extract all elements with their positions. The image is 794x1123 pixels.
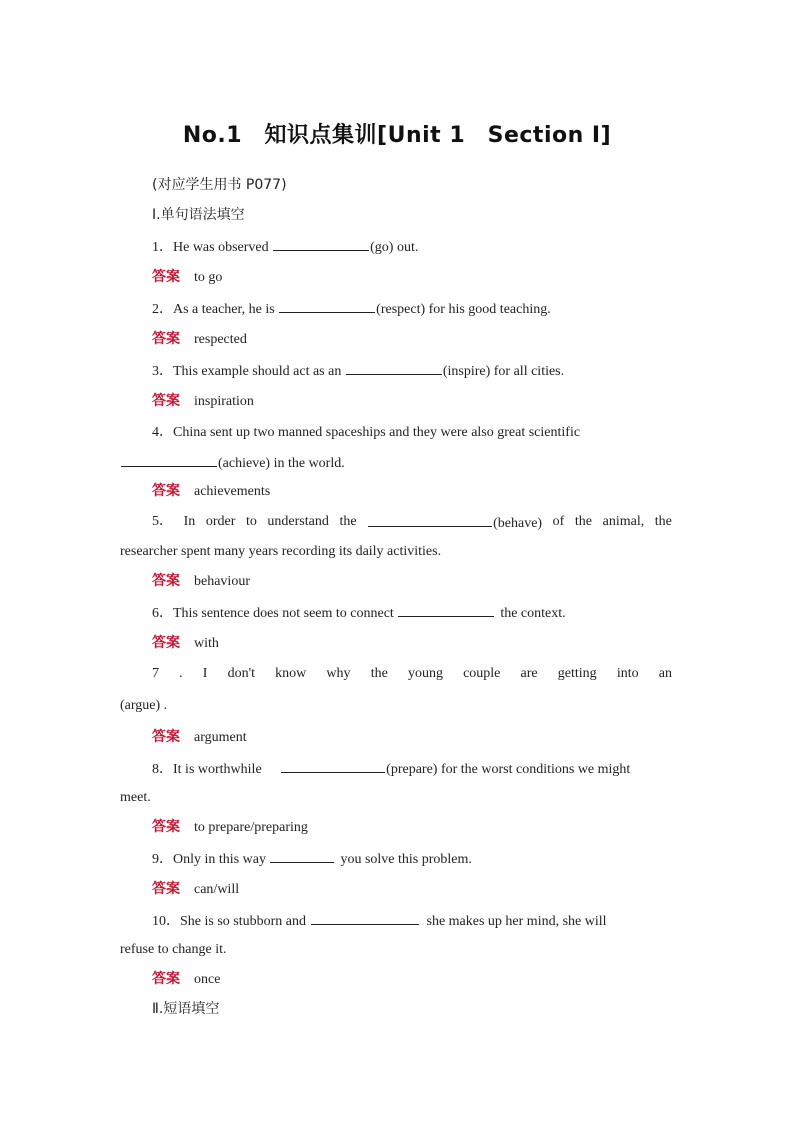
answer-label: 答案	[152, 483, 180, 499]
word: the	[370, 666, 388, 681]
question-10-cont: refuse to change it.	[120, 942, 227, 957]
page-title: No.1 知识点集训[Unit 1 Section Ⅰ]	[182, 123, 612, 148]
answer-text: with	[194, 636, 219, 651]
answer-label: 答案	[152, 971, 180, 987]
question-text: you solve this problem.	[340, 852, 472, 867]
answer-blank	[311, 912, 419, 925]
word: the	[574, 514, 593, 529]
answer-label: 答案	[152, 881, 180, 897]
word: to	[245, 514, 257, 529]
answer-text: can/will	[194, 882, 240, 897]
answer-text: to prepare/preparing	[194, 820, 308, 835]
answer-text: behaviour	[194, 574, 250, 589]
question-text: 10．She is so stubborn and	[152, 914, 310, 929]
answer-2	[152, 331, 247, 348]
answer-label: 答案	[152, 573, 180, 589]
answer-3	[152, 393, 254, 410]
word: young	[407, 666, 443, 681]
answer-text: respected	[194, 332, 247, 347]
answer-7	[152, 729, 247, 746]
answer-5	[152, 573, 250, 590]
word: the	[339, 514, 357, 529]
word: don't	[227, 666, 256, 681]
answer-4	[152, 483, 270, 500]
question-text: 2．As a teacher, he is	[152, 302, 279, 317]
word: animal,	[602, 514, 645, 529]
word: 7	[152, 666, 159, 681]
question-text: 9．Only in this way	[152, 852, 270, 867]
answer-text: once	[194, 972, 221, 987]
answer-1	[152, 269, 222, 286]
question-4-cont	[120, 454, 345, 472]
answer-8	[152, 819, 308, 836]
word: getting	[557, 666, 597, 681]
question-8-cont: meet.	[120, 790, 151, 805]
word: why	[326, 666, 351, 681]
source-note: (对应学生用书 P077)	[152, 177, 287, 193]
answer-label: 答案	[152, 331, 180, 347]
question-text: 8．It is worthwhile	[152, 762, 266, 777]
word: 5．	[152, 514, 173, 529]
word: of	[552, 514, 565, 529]
question-2	[152, 300, 551, 318]
question-6	[152, 604, 566, 622]
word: order	[205, 514, 236, 529]
word: an	[658, 666, 672, 681]
answer-blank	[398, 604, 494, 617]
question-text: (prepare) for the worst conditions we might	[386, 762, 631, 777]
answer-text: to go	[194, 270, 223, 285]
word: .	[179, 666, 183, 681]
word: couple	[463, 666, 501, 681]
question-5	[152, 514, 672, 532]
question-3	[152, 362, 564, 380]
answer-label: 答案	[152, 635, 180, 651]
word: (behave)	[493, 516, 543, 531]
question-text: 1．He was observed	[152, 240, 273, 255]
answer-blank	[270, 850, 334, 863]
answer-text: inspiration	[194, 394, 254, 409]
word: understand	[267, 514, 329, 529]
answer-blank	[121, 454, 217, 467]
answer-blank	[273, 238, 369, 251]
answer-blank	[368, 514, 492, 527]
question-1	[152, 238, 418, 256]
question-text: 6．This sentence does not seem to connect	[152, 606, 398, 621]
word: I	[202, 666, 208, 681]
word: are	[520, 666, 538, 681]
question-7	[152, 666, 672, 682]
section2-heading: Ⅱ.短语填空	[152, 1001, 220, 1017]
answer-label: 答案	[152, 393, 180, 409]
answer-label: 答案	[152, 269, 180, 285]
answer-label: 答案	[152, 729, 180, 745]
word: the	[654, 514, 672, 529]
answer-9	[152, 881, 239, 898]
answer-text: argument	[194, 730, 247, 745]
question-7-cont: (argue) .	[120, 698, 168, 713]
section1-heading: Ⅰ.单句语法填空	[152, 207, 245, 223]
word: into	[616, 666, 639, 681]
question-text: she makes up her mind, she will	[426, 914, 607, 929]
question-5-cont: researcher spent many years recording its daily activities.	[120, 544, 442, 559]
question-8	[152, 760, 630, 778]
question-text: 3．This example should act as an	[152, 364, 345, 379]
question-9	[152, 850, 472, 868]
question-text: (respect) for his good teaching.	[376, 302, 551, 317]
question-text: 4．China sent up two manned spaceships and they were also great scientific	[152, 425, 581, 440]
question-4	[152, 425, 580, 441]
question-text: (go) out.	[370, 240, 419, 255]
answer-blank	[279, 300, 375, 313]
word: In	[183, 514, 196, 529]
answer-10	[152, 971, 220, 988]
word: know	[275, 666, 307, 681]
answer-text: achievements	[194, 484, 271, 499]
question-text: (inspire) for all cities.	[442, 364, 565, 379]
question-10	[152, 912, 607, 930]
answer-label: 答案	[152, 819, 180, 835]
question-text: (achieve) in the world.	[218, 456, 345, 471]
answer-6	[152, 635, 219, 652]
question-text: the context.	[500, 606, 566, 621]
answer-blank	[346, 362, 442, 375]
answer-blank	[281, 760, 385, 773]
